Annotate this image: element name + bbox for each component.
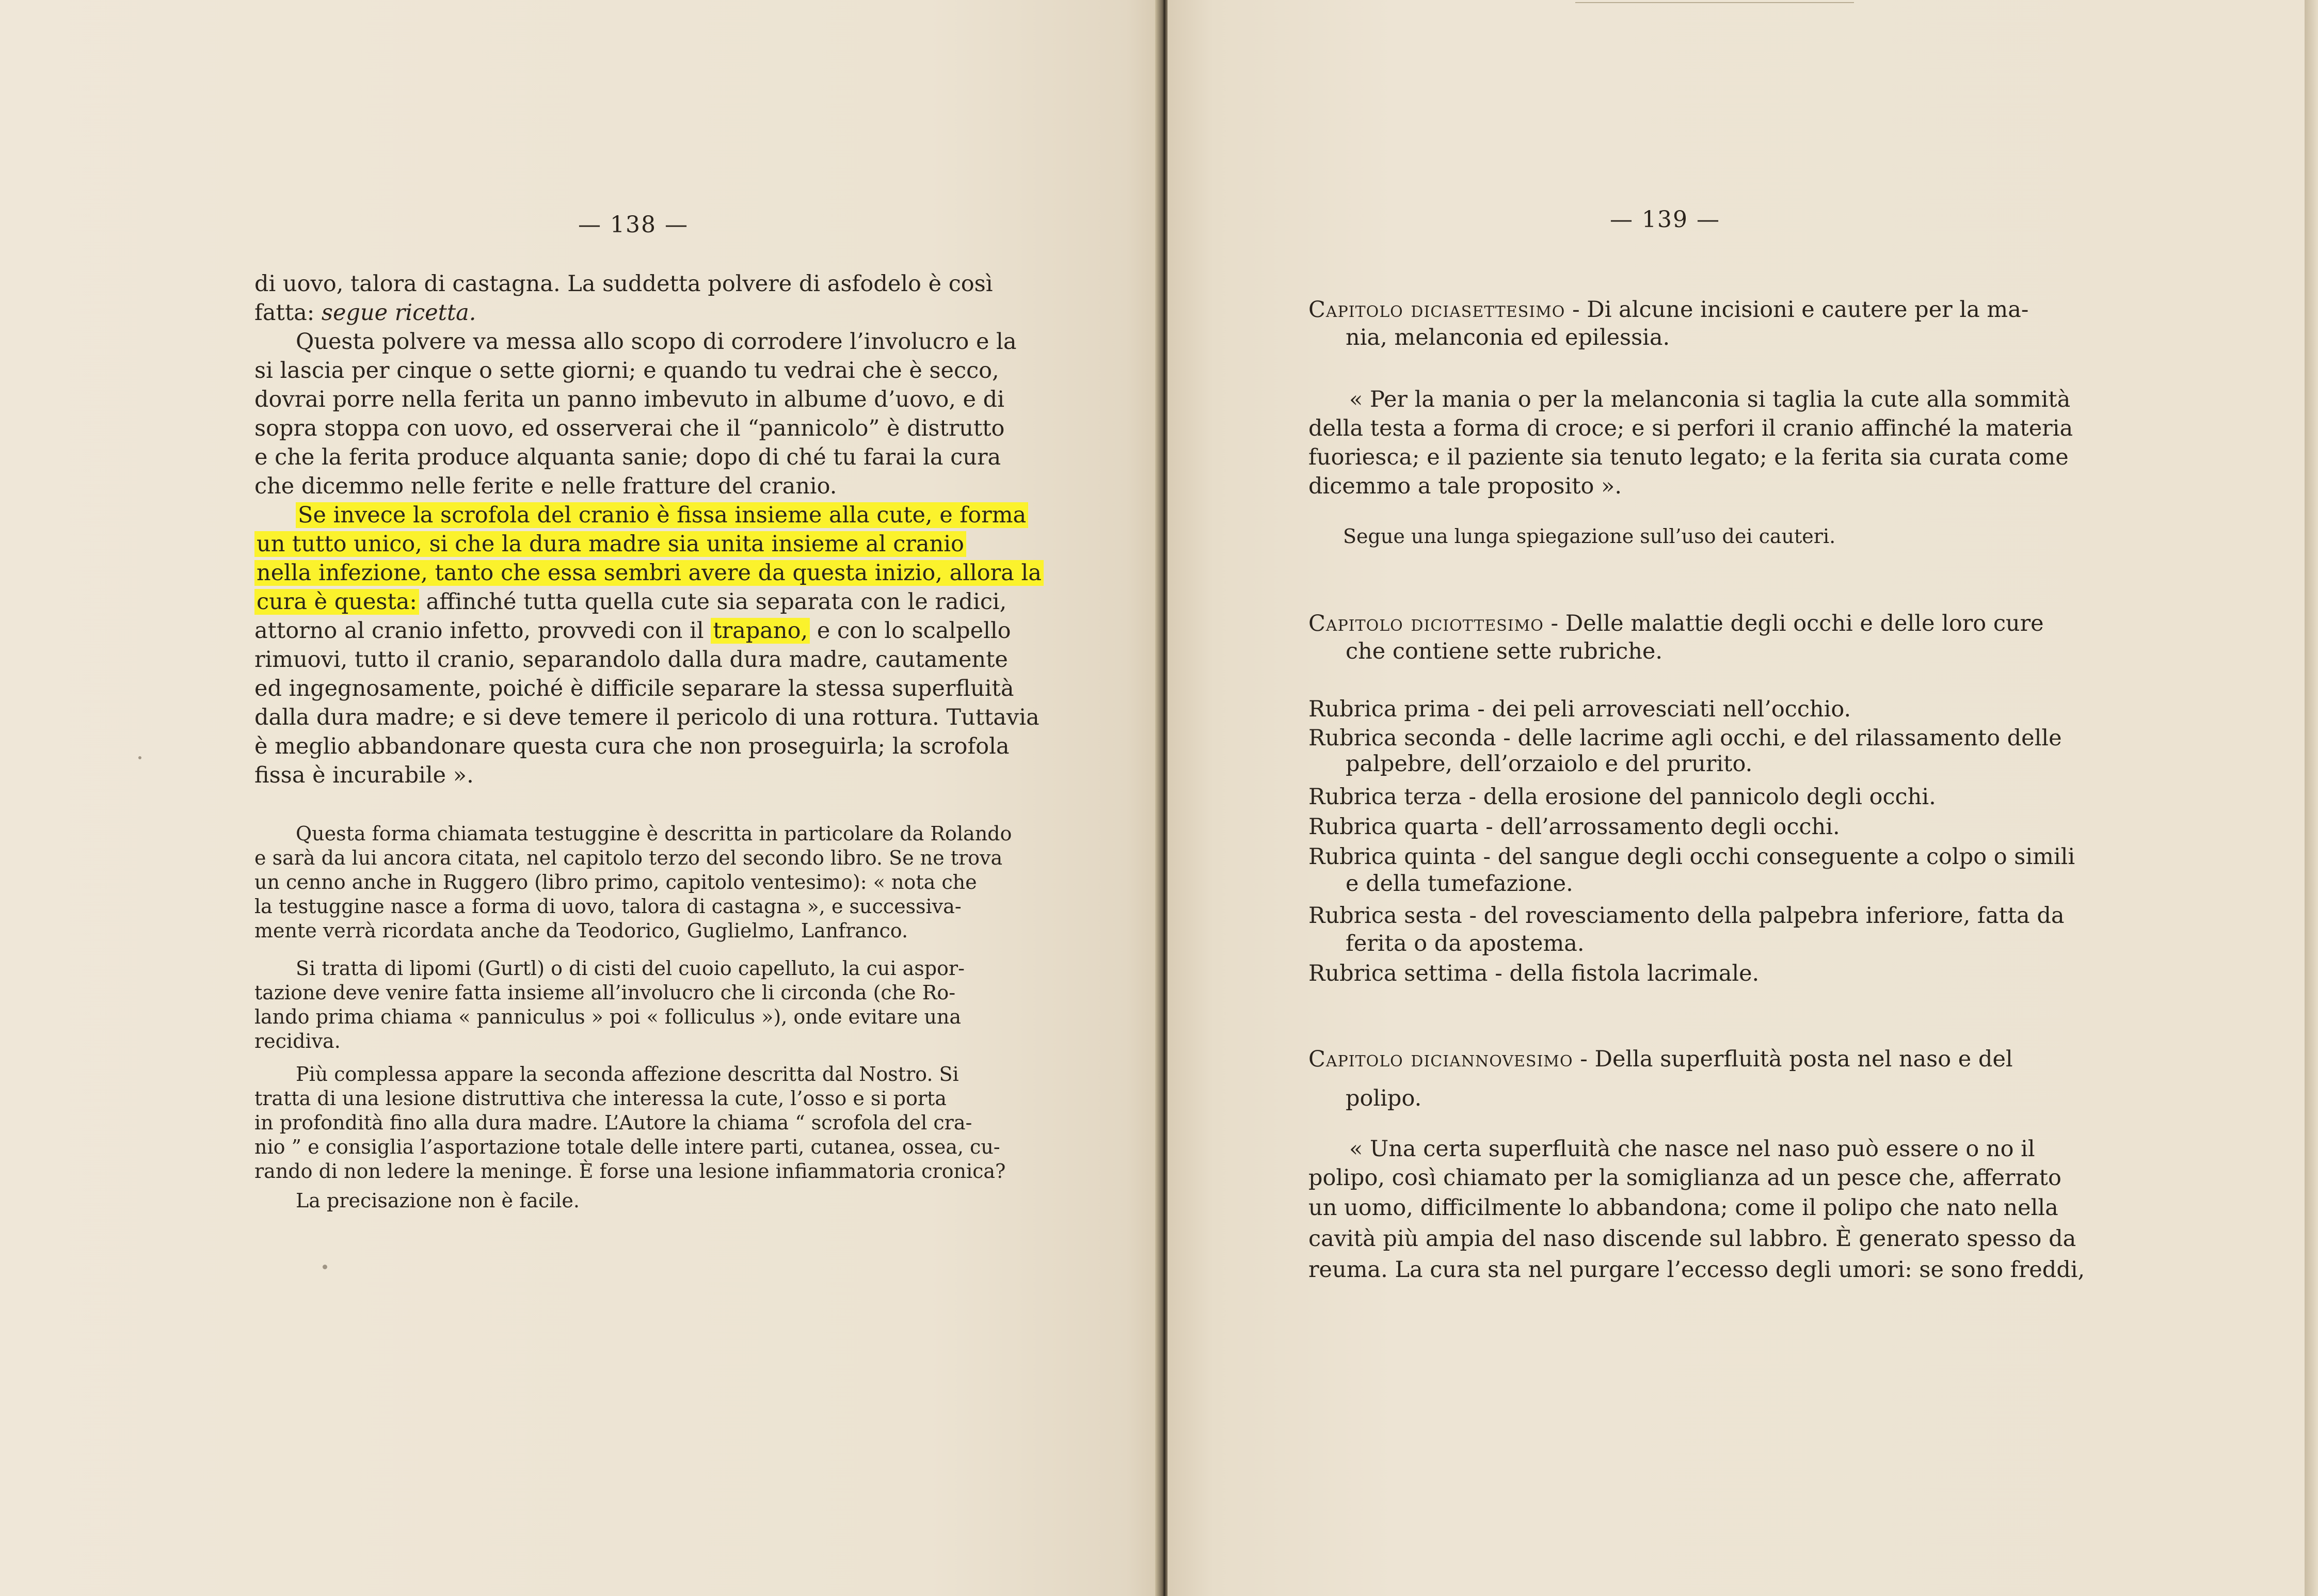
body-line: e che la ferita produce alquanta sanie; dopo di ché tu farai la cura — [254, 444, 1001, 470]
commentary-line: Questa forma chiamata testuggine è descritta in particolare da Rolando — [296, 822, 1012, 845]
chapter-title-line: polipo. — [1346, 1086, 1422, 1111]
chapter-heading-line — [1308, 295, 2028, 324]
body-text: e con lo scalpello — [810, 618, 1011, 644]
rubric-line: Rubrica settima - della fistola lacrimale. — [1308, 961, 1760, 986]
body-text: fatta: — [254, 300, 322, 326]
body-line — [254, 616, 1011, 645]
body-line: si lascia per cinque o sette giorni; e quando tu vedrai che è secco, — [254, 358, 999, 384]
commentary-line: La precisazione non è facile. — [296, 1189, 580, 1212]
chapter-title: - Di alcune incisioni e cautere per la ma- — [1565, 297, 2029, 323]
rubric-line: e della tumefazione. — [1346, 871, 1573, 897]
rubric-line: Rubrica quarta - dell’arrossamento degli occhi. — [1308, 814, 1840, 840]
highlighted-text: nella infezione, tanto che essa sembri avere da questa inizio, allora la — [254, 560, 1044, 586]
rubric-line: Rubrica quinta - del sangue degli occhi conseguente a colpo o simili — [1308, 844, 2075, 870]
body-text: affinché tutta quella cute sia separata con le radici, — [419, 589, 1007, 615]
quote-line: della testa a forma di croce; e si perfori il cranio affinché la materia — [1308, 416, 2073, 441]
page-edge — [2305, 0, 2318, 1596]
page-number-139: — 139 — — [1610, 206, 1720, 233]
page-number-138: — 138 — — [578, 212, 689, 238]
rubric-line: Rubrica sesta - del rovesciamento della palpebra inferiore, fatta da — [1308, 903, 2065, 929]
highlighted-text: Se invece la scrofola del cranio è fissa insieme alla cute, e forma — [296, 502, 1028, 528]
chapter-title-line: che contiene sette rubriche. — [1346, 639, 1663, 664]
body-text: attorno al cranio infetto, provvedi con il — [254, 618, 704, 644]
body-line: dovrai porre nella ferita un panno imbevuto in albume d’uovo, e di — [254, 387, 1004, 412]
commentary-line: nio ” e consiglia l’asportazione totale delle intere parti, cutanea, ossea, cu- — [254, 1136, 1000, 1158]
commentary-line: Più complessa appare la seconda affezione descritta dal Nostro. Si — [296, 1063, 959, 1086]
quote-line: fuoriesca; e il paziente sia tenuto legato; e la ferita sia curata come — [1308, 444, 2069, 470]
chapter-title: - Della superfluità posta nel naso e del — [1573, 1046, 2013, 1072]
right-page — [1168, 0, 2318, 1596]
chapter-label: Capitolo diciannovesimo — [1308, 1046, 1573, 1072]
commentary-line: in profondità fino alla dura madre. L’Autore la chiama “ scrofola del cra- — [254, 1111, 972, 1134]
quote-line: reuma. La cura sta nel purgare l’eccesso degli umori: se sono freddi, — [1308, 1257, 2085, 1283]
highlighted-text: cura è questa: — [254, 589, 419, 615]
body-line: ed ingegnosamente, poiché è difficile separare la stessa superfluità — [254, 676, 1014, 701]
quote-line: polipo, così chiamato per la somiglianza ad un pesce che, afferrato — [1308, 1165, 2061, 1191]
editor-note: Segue una lunga spiegazione sull’uso dei cauteri. — [1343, 525, 1836, 548]
body-line — [254, 298, 476, 327]
commentary-line: Si tratta di lipomi (Gurtl) o di cisti del cuoio capelluto, la cui aspor- — [296, 957, 965, 980]
top-edge-mark — [1575, 2, 1854, 3]
commentary-line: la testuggine nasce a forma di uovo, talora di castagna », e successiva- — [254, 895, 962, 918]
commentary-line: e sarà da lui ancora citata, nel capitolo terzo del secondo libro. Se ne trova — [254, 847, 1003, 869]
body-line: fissa è incurabile ». — [254, 762, 474, 788]
quote-line: « Una certa superfluità che nasce nel naso può essere o no il — [1349, 1136, 2035, 1162]
commentary-line: mente verrà ricordata anche da Teodorico, Guglielmo, Lanfranco. — [254, 919, 908, 942]
quote-line: « Per la mania o per la melanconia si taglia la cute alla sommità — [1349, 387, 2071, 412]
rubric-line: palpebre, dell’orzaiolo e del prurito. — [1346, 751, 1753, 777]
chapter-heading-line — [1308, 609, 2044, 638]
italic-text: segue ricetta. — [321, 300, 476, 326]
quote-line: un uomo, difficilmente lo abbandona; come il polipo che nato nella — [1308, 1195, 2058, 1221]
chapter-title: - Delle malattie degli occhi e delle loro cure — [1543, 611, 2044, 636]
highlighted-line — [254, 558, 1044, 587]
highlighted-word: trapano, — [711, 618, 810, 644]
paper-speck — [138, 756, 141, 759]
body-line: dalla dura madre; e si deve temere il pericolo di una rottura. Tuttavia — [254, 705, 1040, 730]
commentary-line: lando prima chiama « panniculus » poi « folliculus »), onde evitare una — [254, 1006, 961, 1028]
commentary-line: un cenno anche in Ruggero (libro primo, capitolo ventesimo): « nota che — [254, 871, 977, 893]
chapter-label: Capitolo diciottesimo — [1308, 611, 1544, 636]
body-line: che dicemmo nelle ferite e nelle fratture del cranio. — [254, 473, 837, 499]
commentary-line: tazione deve venire fatta insieme all’involucro che li circonda (che Ro- — [254, 981, 956, 1004]
body-line: di uovo, talora di castagna. La suddetta polvere di asfodelo è così — [254, 271, 993, 297]
paper-speck — [323, 1265, 327, 1269]
chapter-label: Capitolo diciasettesimo — [1308, 297, 1565, 323]
quote-line: cavità più ampia del naso discende sul labbro. È generato spesso da — [1308, 1226, 2076, 1252]
body-line: sopra stoppa con uovo, ed osserverai che il “pannicolo” è distrutto — [254, 416, 1005, 441]
highlighted-text: un tutto unico, si che la dura madre sia unita insieme al cranio — [254, 531, 966, 557]
rubric-line: Rubrica prima - dei peli arrovesciati nell’occhio. — [1308, 696, 1851, 722]
highlighted-line — [254, 530, 966, 558]
body-line: Questa polvere va messa allo scopo di corrodere l’involucro e la — [296, 329, 1017, 355]
body-line — [254, 587, 1006, 616]
body-line: è meglio abbandonare questa cura che non proseguirla; la scrofola — [254, 733, 1010, 759]
rubric-line: Rubrica seconda - delle lacrime agli occhi, e del rilassamento delle — [1308, 725, 2062, 751]
rubric-line: Rubrica terza - della erosione del pannicolo degli occhi. — [1308, 784, 1936, 810]
commentary-line: recidiva. — [254, 1030, 341, 1052]
highlighted-line — [296, 501, 1028, 530]
rubric-line: ferita o da apostema. — [1346, 931, 1585, 956]
chapter-heading-line — [1308, 1045, 2013, 1074]
commentary-line: rando di non ledere la meninge. È forse una lesione infiammatoria cronica? — [254, 1160, 1006, 1183]
chapter-title-line: nia, melanconia ed epilessia. — [1346, 325, 1670, 350]
quote-line: dicemmo a tale proposito ». — [1308, 473, 1622, 499]
commentary-line: tratta di una lesione distruttiva che interessa la cute, l’osso e si porta — [254, 1087, 947, 1110]
body-line: rimuovi, tutto il cranio, separandolo dalla dura madre, cautamente — [254, 647, 1008, 673]
